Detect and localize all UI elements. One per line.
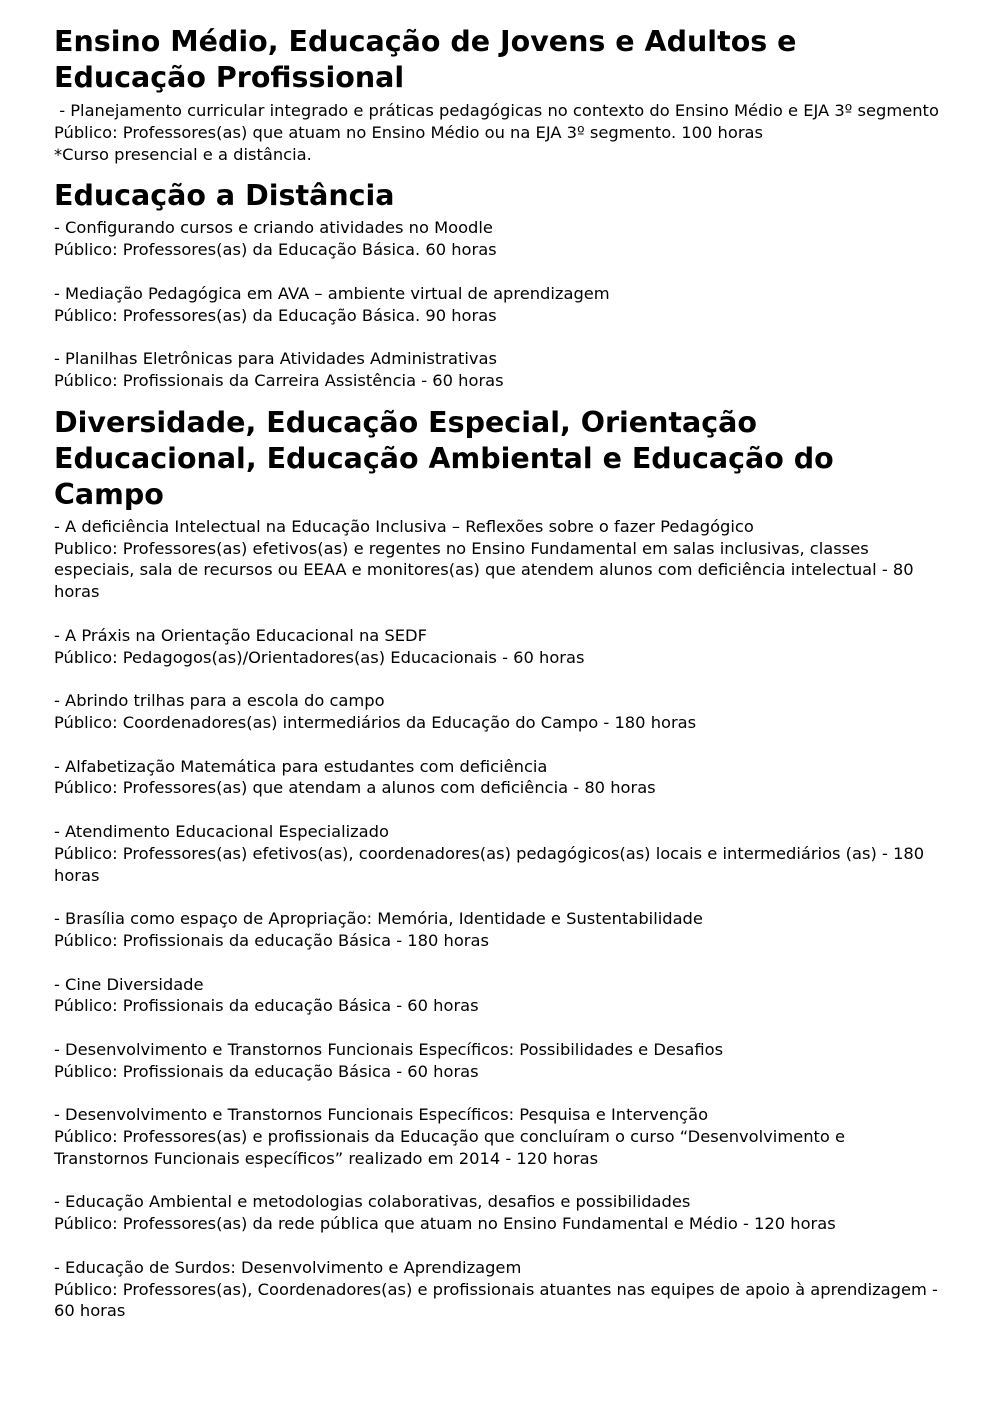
course-title: - Mediação Pedagógica em AVA – ambiente virtual de aprendizagem [54,283,610,303]
course-item [54,690,944,734]
section-educacao-distancia [54,178,944,391]
document-page [54,24,944,1335]
course-audience: Público: Professores(as) efetivos(as), coordenadores(as) pedagógicos(as) locais e intermediários (as) - 180 horas [54,843,930,885]
course-title: - Brasília como espaço de Apropriação: Memória, Identidade e Sustentabilidade [54,909,703,929]
course-item [54,974,944,1018]
course-item [54,908,944,952]
course-audience: Público: Professores(as) da rede pública que atuam no Ensino Fundamental e Médio - 120 horas [54,1214,836,1234]
course-title: - A deficiência Intelectual na Educação Inclusiva – Reflexões sobre o fazer Pedagógico [54,516,754,536]
course-note: *Curso presencial e a distância. [54,144,312,164]
course-item [54,516,944,603]
course-title: - Abrindo trilhas para a escola do campo [54,691,385,711]
course-title: - Atendimento Educacional Especializado [54,821,389,841]
course-audience: Público: Profissionais da Carreira Assistência - 60 horas [54,370,504,390]
course-item [54,625,944,669]
course-item [54,756,944,800]
course-title: - Planilhas Eletrônicas para Atividades Administrativas [54,349,497,369]
course-item [54,1257,944,1322]
course-title: - Configurando cursos e criando atividades no Moodle [54,218,493,238]
course-audience: Público: Pedagogos(as)/Orientadores(as) Educacionais - 60 horas [54,647,585,667]
course-title: - Desenvolvimento e Transtornos Funcionais Específicos: Pesquisa e Intervenção [54,1105,709,1125]
course-title: - Educação de Surdos: Desenvolvimento e Aprendizagem [54,1257,522,1277]
section-heading: Diversidade, Educação Especial, Orientação Educacional, Educação Ambiental e Educação do Campo [54,405,834,511]
course-audience: Público: Profissionais da educação Básica - 180 horas [54,930,489,950]
course-title: - A Práxis na Orientação Educacional na SEDF [54,625,427,645]
course-item [54,1104,944,1169]
course-audience: Público: Profissionais da educação Básica - 60 horas [54,996,479,1016]
course-audience: Publico: Professores(as) efetivos(as) e regentes no Ensino Fundamental em salas inclusivas, classes especiais, sala de recursos ou EEAA e monitores(as) que atendem alunos com deficiência intelectual - 80 horas [54,538,919,602]
course-audience: Público: Coordenadores(as) intermediários da Educação do Campo - 180 horas [54,712,697,732]
course-title: - Cine Diversidade [54,974,204,994]
course-title: - Alfabetização Matemática para estudantes com deficiência [54,756,548,776]
course-item [54,100,944,165]
course-audience: Público: Professores(as) da Educação Básica. 60 horas [54,240,497,260]
course-item [54,1191,944,1235]
section-diversidade [54,405,944,1322]
course-audience: Público: Professores(as) que atuam no Ensino Médio ou na EJA 3º segmento. 100 horas [54,122,763,142]
course-item [54,217,944,261]
course-title: - Desenvolvimento e Transtornos Funcionais Específicos: Possibilidades e Desafios [54,1039,724,1059]
course-audience: Público: Professores(as) da Educação Básica. 90 horas [54,305,497,325]
section-ensino-medio [54,24,944,165]
course-title: - Planejamento curricular integrado e práticas pedagógicas no contexto do Ensino Médio e EJA 3º segmento [54,101,939,120]
course-audience: Público: Professores(as) que atendam a alunos com deficiência - 80 horas [54,778,656,798]
course-audience: Público: Profissionais da educação Básica - 60 horas [54,1061,479,1081]
course-title: - Educação Ambiental e metodologias colaborativas, desafios e possibilidades [54,1192,691,1212]
course-item [54,821,944,886]
course-item [54,1039,944,1083]
course-audience: Público: Professores(as), Coordenadores(as) e profissionais atuantes nas equipes de apoio à aprendizagem - 60 horas [54,1279,944,1321]
course-audience: Público: Professores(as) e profissionais da Educação que concluíram o curso “Desenvolvimento e Transtornos Funcionais específicos” realizado em 2014 - 120 horas [54,1127,851,1168]
course-item [54,283,944,327]
course-item [54,348,944,392]
section-heading: Educação a Distância [54,179,395,213]
section-heading: Ensino Médio, Educação de Jovens e Adultos e Educação Profissional [54,25,797,94]
